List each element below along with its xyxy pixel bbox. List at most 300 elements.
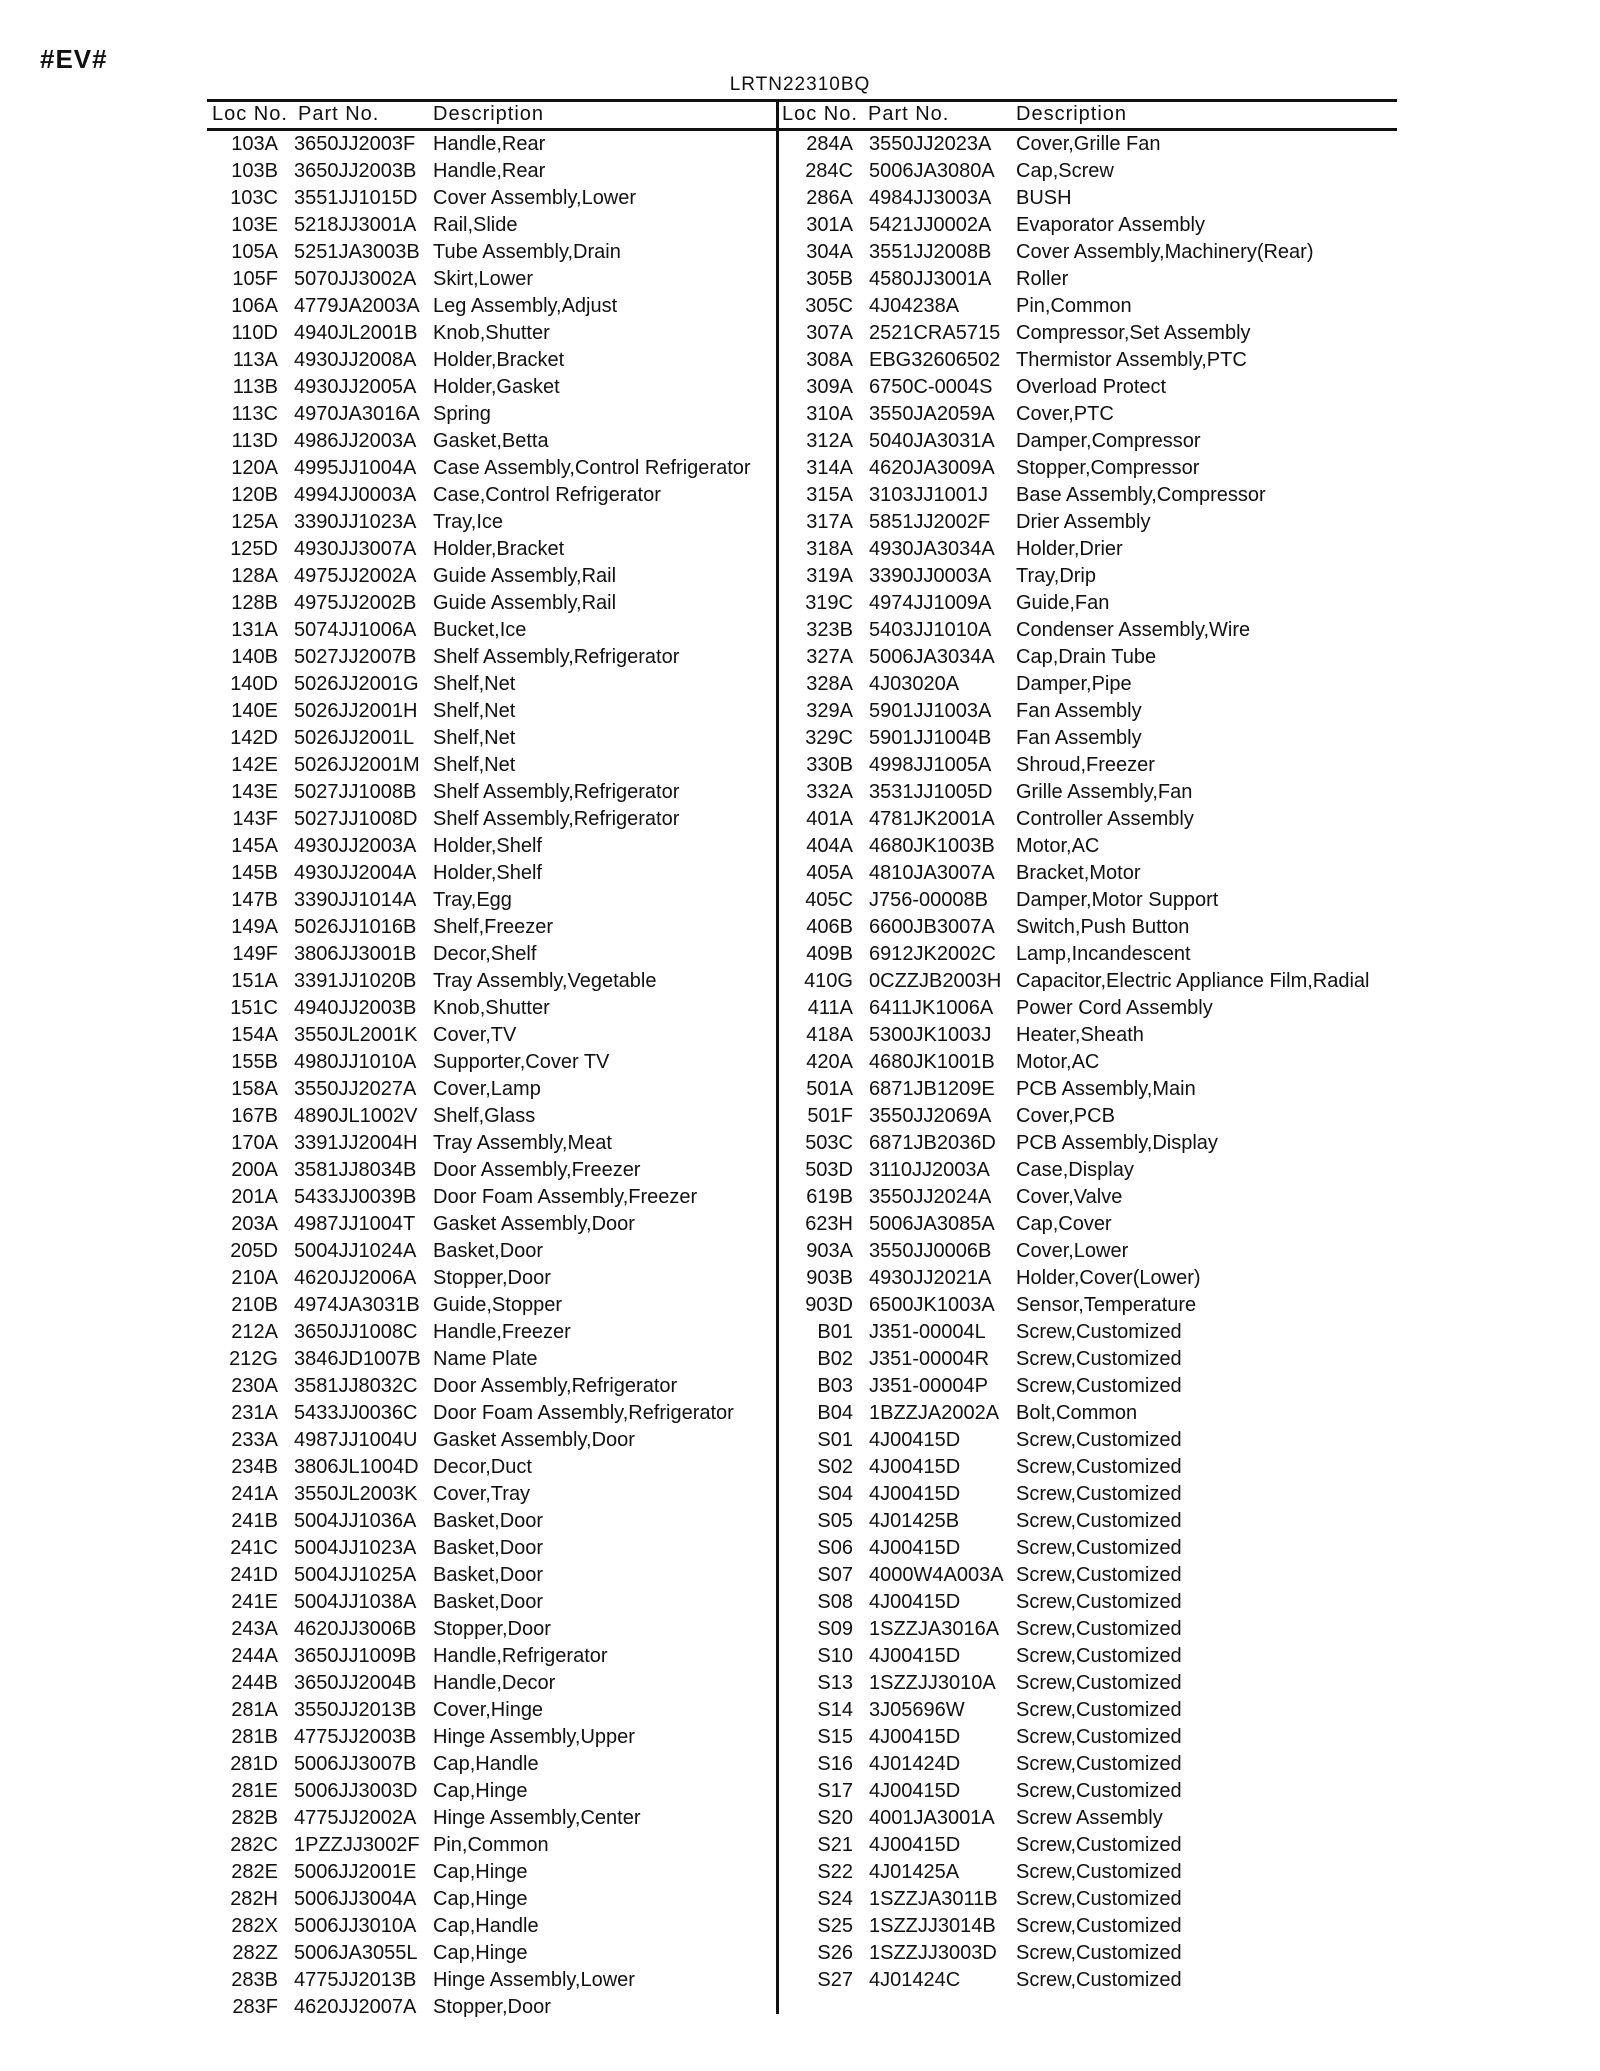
loc-cell: 410G	[804, 970, 853, 992]
loc-cell: 309A	[806, 376, 853, 398]
description-cell: Cover,PCB	[1016, 1105, 1115, 1127]
table-row	[786, 1913, 1396, 1940]
loc-cell: S26	[817, 1942, 853, 1964]
description-cell: Screw,Customized	[1016, 1861, 1182, 1883]
table-row	[210, 1913, 770, 1940]
table-row	[786, 1022, 1396, 1049]
loc-cell: B01	[817, 1321, 853, 1343]
part-number-cell: 3550JJ2023A	[869, 133, 992, 155]
loc-cell: S17	[817, 1780, 853, 1802]
part-number-cell: 5026JJ1016B	[294, 916, 417, 938]
part-number-cell: 3650JJ2003B	[294, 160, 417, 182]
description-cell: BUSH	[1016, 187, 1072, 209]
part-number-cell: 3550JA2059A	[869, 403, 995, 425]
loc-cell: 284A	[806, 133, 853, 155]
part-number-cell: 4J00415D	[869, 1456, 961, 1478]
description-cell: Tray,Ice	[433, 511, 504, 533]
part-number-cell: 5004JJ1024A	[294, 1240, 417, 1262]
table-row	[210, 1670, 770, 1697]
description-cell: Overload Protect	[1016, 376, 1167, 398]
description-cell: Cover,Lower	[1016, 1240, 1129, 1262]
part-number-cell: 4J03020A	[869, 673, 960, 695]
table-row	[210, 833, 770, 860]
part-number-cell: 5433JJ0039B	[294, 1186, 417, 1208]
description-cell: Cover Assembly,Lower	[433, 187, 637, 209]
table-row	[210, 1562, 770, 1589]
description-cell: Cap,Hinge	[433, 1888, 528, 1910]
table-row	[786, 1859, 1396, 1886]
part-number-cell: 5901JJ1004B	[869, 727, 992, 749]
part-number-cell: 5074JJ1006A	[294, 619, 417, 641]
loc-cell: B02	[817, 1348, 853, 1370]
part-number-cell: 1SZZJJ3014B	[869, 1915, 996, 1937]
part-number-cell: 4984JJ3003A	[869, 187, 992, 209]
table-row	[210, 1022, 770, 1049]
table-row	[210, 1130, 770, 1157]
part-number-cell: 5006JJ3004A	[294, 1888, 417, 1910]
description-cell: Drier Assembly	[1016, 511, 1151, 533]
table-row	[210, 428, 770, 455]
loc-cell: 420A	[806, 1051, 853, 1073]
loc-cell: 128B	[231, 592, 278, 614]
table-row	[786, 212, 1396, 239]
table-row	[210, 1076, 770, 1103]
part-number-cell: 5006JA3055L	[294, 1942, 418, 1964]
description-cell: Bracket,Motor	[1016, 862, 1141, 884]
description-cell: Name Plate	[433, 1348, 538, 1370]
part-number-cell: 4987JJ1004U	[294, 1429, 418, 1451]
part-number-cell: 4930JJ2005A	[294, 376, 417, 398]
part-number-cell: 3551JJ1015D	[294, 187, 418, 209]
description-cell: Cover,Valve	[1016, 1186, 1123, 1208]
part-number-cell: 3806JJ3001B	[294, 943, 417, 965]
part-number-cell: 3550JJ2027A	[294, 1078, 417, 1100]
loc-cell: S01	[817, 1429, 853, 1451]
loc-cell: 305B	[806, 268, 853, 290]
header-desc-right: Description	[1016, 103, 1128, 125]
description-cell: Bucket,Ice	[433, 619, 527, 641]
loc-cell: 323B	[806, 619, 853, 641]
table-row	[210, 914, 770, 941]
description-cell: Shelf Assembly,Refrigerator	[433, 781, 680, 803]
description-cell: Door Foam Assembly,Freezer	[433, 1186, 698, 1208]
part-number-cell: 5006JJ3003D	[294, 1780, 418, 1802]
description-cell: Basket,Door	[433, 1537, 544, 1559]
table-row	[786, 509, 1396, 536]
part-number-cell: 5433JJ0036C	[294, 1402, 418, 1424]
part-number-cell: 4890JL1002V	[294, 1105, 418, 1127]
description-cell: Controller Assembly	[1016, 808, 1194, 830]
part-number-cell: 3390JJ0003A	[869, 565, 992, 587]
loc-cell: 286A	[806, 187, 853, 209]
loc-cell: 312A	[806, 430, 853, 452]
loc-cell: 140B	[231, 646, 278, 668]
description-cell: Case,Display	[1016, 1159, 1134, 1181]
loc-cell: 131A	[231, 619, 278, 641]
table-row	[786, 779, 1396, 806]
part-number-cell: 5218JJ3001A	[294, 214, 417, 236]
loc-cell: S21	[817, 1834, 853, 1856]
table-row	[786, 1535, 1396, 1562]
part-number-cell: 5421JJ0002A	[869, 214, 992, 236]
parts-list-left	[210, 131, 770, 2021]
loc-cell: 332A	[806, 781, 853, 803]
loc-cell: 503C	[805, 1132, 853, 1154]
part-number-cell: 4J00415D	[869, 1483, 961, 1505]
part-number-cell: 3650JJ1009B	[294, 1645, 417, 1667]
part-number-cell: 4680JK1001B	[869, 1051, 995, 1073]
header-desc-left: Description	[433, 103, 545, 125]
part-number-cell: 4J01425A	[869, 1861, 960, 1883]
description-cell: Pin,Common	[433, 1834, 549, 1856]
part-number-cell: 5901JJ1003A	[869, 700, 992, 722]
table-row	[786, 455, 1396, 482]
part-number-cell: 4930JJ2003A	[294, 835, 417, 857]
table-row	[210, 941, 770, 968]
part-number-cell: 2521CRA5715	[869, 322, 1001, 344]
loc-cell: 319A	[806, 565, 853, 587]
loc-cell: 103A	[231, 133, 278, 155]
table-row	[786, 860, 1396, 887]
table-row	[210, 1238, 770, 1265]
table-row	[210, 1508, 770, 1535]
header-part-right: Part No.	[868, 103, 950, 125]
table-row	[786, 1508, 1396, 1535]
loc-cell: 623H	[805, 1213, 853, 1235]
part-number-cell: 4970JA3016A	[294, 403, 420, 425]
description-cell: Spring	[433, 403, 491, 425]
description-cell: Screw,Customized	[1016, 1726, 1182, 1748]
table-row	[786, 1886, 1396, 1913]
table-row	[210, 374, 770, 401]
part-number-cell: 5006JJ3007B	[294, 1753, 417, 1775]
part-number-cell: 4580JJ3001A	[869, 268, 992, 290]
loc-cell: 125D	[230, 538, 278, 560]
description-cell: Pin,Common	[1016, 295, 1132, 317]
loc-cell: S15	[817, 1726, 853, 1748]
description-cell: Screw,Customized	[1016, 1537, 1182, 1559]
loc-cell: 201A	[231, 1186, 278, 1208]
table-top-rule	[207, 99, 1397, 102]
table-row	[786, 671, 1396, 698]
table-row	[210, 536, 770, 563]
loc-cell: 284C	[805, 160, 853, 182]
part-number-cell: 5004JJ1036A	[294, 1510, 417, 1532]
part-number-cell: 6750C-0004S	[869, 376, 993, 398]
table-row	[786, 401, 1396, 428]
loc-cell: B04	[817, 1402, 853, 1424]
description-cell: Cover,Tray	[433, 1483, 531, 1505]
part-number-cell: 5006JA3085A	[869, 1213, 995, 1235]
part-number-cell: 3550JJ2069A	[869, 1105, 992, 1127]
loc-cell: 113B	[232, 376, 278, 398]
loc-cell: 143E	[231, 781, 278, 803]
part-number-cell: 3650JJ2003F	[294, 133, 416, 155]
description-cell: Screw,Customized	[1016, 1456, 1182, 1478]
description-cell: Knob,Shutter	[433, 997, 550, 1019]
part-number-cell: 1SZZJJ3003D	[869, 1942, 997, 1964]
part-number-cell: 4974JJ1009A	[869, 592, 992, 614]
description-cell: Screw,Customized	[1016, 1483, 1182, 1505]
part-number-cell: 1SZZJA3016A	[869, 1618, 1000, 1640]
description-cell: Cover,Hinge	[433, 1699, 544, 1721]
loc-cell: 243A	[231, 1618, 278, 1640]
description-cell: Decor,Shelf	[433, 943, 537, 965]
part-number-cell: J351-00004L	[869, 1321, 986, 1343]
table-row	[210, 266, 770, 293]
description-cell: Cap,Handle	[433, 1915, 539, 1937]
part-number-cell: 4930JJ2021A	[869, 1267, 992, 1289]
loc-cell: 151C	[230, 997, 278, 1019]
loc-cell: 110D	[231, 322, 278, 344]
table-row	[786, 1076, 1396, 1103]
part-number-cell: 5026JJ2001H	[294, 700, 418, 722]
description-cell: Stopper,Door	[433, 1267, 551, 1289]
loc-cell: 330B	[806, 754, 853, 776]
loc-cell: 301A	[806, 214, 853, 236]
description-cell: Cover Assembly,Machinery(Rear)	[1016, 241, 1314, 263]
description-cell: Power Cord Assembly	[1016, 997, 1213, 1019]
part-number-cell: 3550JJ2013B	[294, 1699, 417, 1721]
table-row	[210, 1454, 770, 1481]
loc-cell: S05	[817, 1510, 853, 1532]
loc-cell: 281E	[231, 1780, 278, 1802]
description-cell: Cover,PTC	[1016, 403, 1114, 425]
table-row	[210, 806, 770, 833]
description-cell: Damper,Pipe	[1016, 673, 1132, 695]
loc-cell: 210A	[231, 1267, 278, 1289]
description-cell: Roller	[1016, 268, 1069, 290]
part-number-cell: 0CZZJB2003H	[869, 970, 1002, 992]
loc-cell: S09	[817, 1618, 853, 1640]
table-row	[786, 347, 1396, 374]
table-row	[786, 185, 1396, 212]
part-number-cell: 5070JJ3002A	[294, 268, 417, 290]
table-row	[210, 1751, 770, 1778]
part-number-cell: 5403JJ1010A	[869, 619, 992, 641]
loc-cell: B03	[817, 1375, 853, 1397]
description-cell: Screw,Customized	[1016, 1915, 1182, 1937]
table-row	[210, 563, 770, 590]
description-cell: Screw,Customized	[1016, 1348, 1182, 1370]
table-row	[210, 1373, 770, 1400]
description-cell: Cap,Screw	[1016, 160, 1114, 182]
table-row	[786, 995, 1396, 1022]
part-number-cell: 4J01424D	[869, 1753, 961, 1775]
part-number-cell: 4620JJ2006A	[294, 1267, 417, 1289]
description-cell: Screw,Customized	[1016, 1780, 1182, 1802]
part-number-cell: 4998JJ1005A	[869, 754, 992, 776]
loc-cell: 501F	[807, 1105, 853, 1127]
loc-cell: 329A	[806, 700, 853, 722]
loc-cell: 328A	[806, 673, 853, 695]
loc-cell: 103E	[231, 214, 278, 236]
part-number-cell: 4J00415D	[869, 1537, 961, 1559]
loc-cell: S24	[817, 1888, 853, 1910]
loc-cell: 418A	[806, 1024, 853, 1046]
loc-cell: 304A	[806, 241, 853, 263]
description-cell: Screw,Customized	[1016, 1699, 1182, 1721]
part-number-cell: 5300JK1003J	[869, 1024, 992, 1046]
table-row	[786, 428, 1396, 455]
loc-cell: 230A	[231, 1375, 278, 1397]
table-row	[786, 1724, 1396, 1751]
description-cell: Case,Control Refrigerator	[433, 484, 661, 506]
part-number-cell: 4620JA3009A	[869, 457, 995, 479]
table-row	[786, 1940, 1396, 1967]
table-row	[786, 1265, 1396, 1292]
description-cell: Holder,Cover(Lower)	[1016, 1267, 1201, 1289]
loc-cell: 619B	[806, 1186, 853, 1208]
loc-cell: 167B	[231, 1105, 278, 1127]
part-number-cell: 4775JJ2013B	[294, 1969, 417, 1991]
loc-cell: 405A	[806, 862, 853, 884]
table-row	[786, 1805, 1396, 1832]
description-cell: Shelf Assembly,Refrigerator	[433, 808, 680, 830]
part-number-cell: J351-00004R	[869, 1348, 990, 1370]
part-number-cell: 4975JJ2002B	[294, 592, 417, 614]
description-cell: Screw,Customized	[1016, 1375, 1182, 1397]
part-number-cell: 4930JA3034A	[869, 538, 995, 560]
loc-cell: 241B	[231, 1510, 278, 1532]
table-row	[786, 1238, 1396, 1265]
description-cell: Tray Assembly,Meat	[433, 1132, 612, 1154]
description-cell: Shroud,Freezer	[1016, 754, 1155, 776]
loc-cell: 406B	[806, 916, 853, 938]
part-number-cell: 5006JJ3010A	[294, 1915, 417, 1937]
table-row	[786, 482, 1396, 509]
description-cell: Screw,Customized	[1016, 1672, 1182, 1694]
part-number-cell: 3846JD1007B	[294, 1348, 421, 1370]
description-cell: Cap,Drain Tube	[1016, 646, 1157, 668]
loc-cell: 142D	[230, 727, 278, 749]
description-cell: Guide,Fan	[1016, 592, 1110, 614]
table-row	[786, 1751, 1396, 1778]
part-number-cell: 1PZZJJ3002F	[294, 1834, 420, 1856]
table-row	[786, 833, 1396, 860]
table-row	[786, 1346, 1396, 1373]
table-row	[786, 1103, 1396, 1130]
description-cell: Tray,Egg	[433, 889, 512, 911]
table-row	[786, 644, 1396, 671]
part-number-cell: 3391JJ1020B	[294, 970, 417, 992]
table-row	[210, 1697, 770, 1724]
part-number-cell: J351-00004P	[869, 1375, 988, 1397]
description-cell: Compressor,Set Assembly	[1016, 322, 1251, 344]
loc-cell: 241A	[231, 1483, 278, 1505]
part-number-cell: 4775JJ2002A	[294, 1807, 417, 1829]
part-number-cell: 4940JL2001B	[294, 322, 418, 344]
description-cell: Heater,Sheath	[1016, 1024, 1144, 1046]
loc-cell: S27	[817, 1969, 853, 1991]
description-cell: Screw,Customized	[1016, 1321, 1182, 1343]
loc-cell: 404A	[806, 835, 853, 857]
part-number-cell: 4J04238A	[869, 295, 960, 317]
loc-cell: 318A	[806, 538, 853, 560]
description-cell: Tray,Drip	[1016, 565, 1096, 587]
part-number-cell: 1SZZJJ3010A	[869, 1672, 996, 1694]
part-number-cell: 5027JJ1008B	[294, 781, 417, 803]
table-row	[210, 752, 770, 779]
part-number-cell: 4001JA3001A	[869, 1807, 995, 1829]
part-number-cell: 4J00415D	[869, 1834, 961, 1856]
loc-cell: 244A	[231, 1645, 278, 1667]
loc-cell: 143F	[232, 808, 278, 830]
part-number-cell: 3550JL2003K	[294, 1483, 418, 1505]
part-number-cell: 3581JJ8032C	[294, 1375, 418, 1397]
loc-cell: 105F	[232, 268, 278, 290]
description-cell: Stopper,Door	[433, 1618, 551, 1640]
part-number-cell: 3806JL1004D	[294, 1456, 419, 1478]
table-row	[786, 1319, 1396, 1346]
part-number-cell: 4995JJ1004A	[294, 457, 417, 479]
part-number-cell: 1BZZJA2002A	[869, 1402, 1000, 1424]
loc-cell: 244B	[231, 1672, 278, 1694]
description-cell: Basket,Door	[433, 1591, 544, 1613]
table-row	[210, 293, 770, 320]
table-row	[786, 239, 1396, 266]
table-row	[786, 266, 1396, 293]
loc-cell: 503D	[805, 1159, 853, 1181]
loc-cell: 411A	[807, 997, 853, 1019]
description-cell: Guide,Stopper	[433, 1294, 562, 1316]
part-number-cell: 3581JJ8034B	[294, 1159, 417, 1181]
part-number-cell: 5006JA3080A	[869, 160, 995, 182]
description-cell: Stopper,Door	[433, 1996, 551, 2018]
part-number-cell: 3650JJ2004B	[294, 1672, 417, 1694]
loc-cell: 319C	[805, 592, 853, 614]
part-number-cell: 5040JA3031A	[869, 430, 995, 452]
description-cell: Basket,Door	[433, 1564, 544, 1586]
description-cell: Shelf,Net	[433, 754, 516, 776]
part-number-cell: 4680JK1003B	[869, 835, 995, 857]
loc-cell: 409B	[806, 943, 853, 965]
loc-cell: 113C	[231, 403, 278, 425]
loc-cell: S16	[817, 1753, 853, 1775]
description-cell: Handle,Refrigerator	[433, 1645, 608, 1667]
table-row	[210, 1157, 770, 1184]
description-cell: Gasket Assembly,Door	[433, 1213, 635, 1235]
description-cell: Switch,Push Button	[1016, 916, 1190, 938]
part-number-cell: 3550JJ2024A	[869, 1186, 992, 1208]
table-row	[210, 212, 770, 239]
table-row	[210, 887, 770, 914]
description-cell: Decor,Duct	[433, 1456, 532, 1478]
table-row	[210, 1859, 770, 1886]
part-number-cell: 6411JK1006A	[869, 997, 994, 1019]
description-cell: Holder,Shelf	[433, 835, 542, 857]
loc-cell: S02	[817, 1456, 853, 1478]
table-row	[786, 887, 1396, 914]
part-number-cell: 4775JJ2003B	[294, 1726, 417, 1748]
page-mark: #EV#	[40, 44, 108, 74]
table-row	[210, 239, 770, 266]
loc-cell: 212G	[229, 1348, 278, 1370]
part-number-cell: 3103JJ1001J	[869, 484, 988, 506]
part-number-cell: 6500JK1003A	[869, 1294, 995, 1316]
part-number-cell: 4J00415D	[869, 1591, 961, 1613]
loc-cell: 281D	[230, 1753, 278, 1775]
loc-cell: 120B	[231, 484, 278, 506]
description-cell: Screw,Customized	[1016, 1969, 1182, 1991]
loc-cell: 282H	[230, 1888, 278, 1910]
part-number-cell: 3650JJ1008C	[294, 1321, 418, 1343]
part-number-cell: 5026JJ2001G	[294, 673, 419, 695]
loc-cell: 282Z	[232, 1942, 278, 1964]
table-row	[210, 860, 770, 887]
loc-cell: 283B	[231, 1969, 278, 1991]
table-row	[786, 374, 1396, 401]
